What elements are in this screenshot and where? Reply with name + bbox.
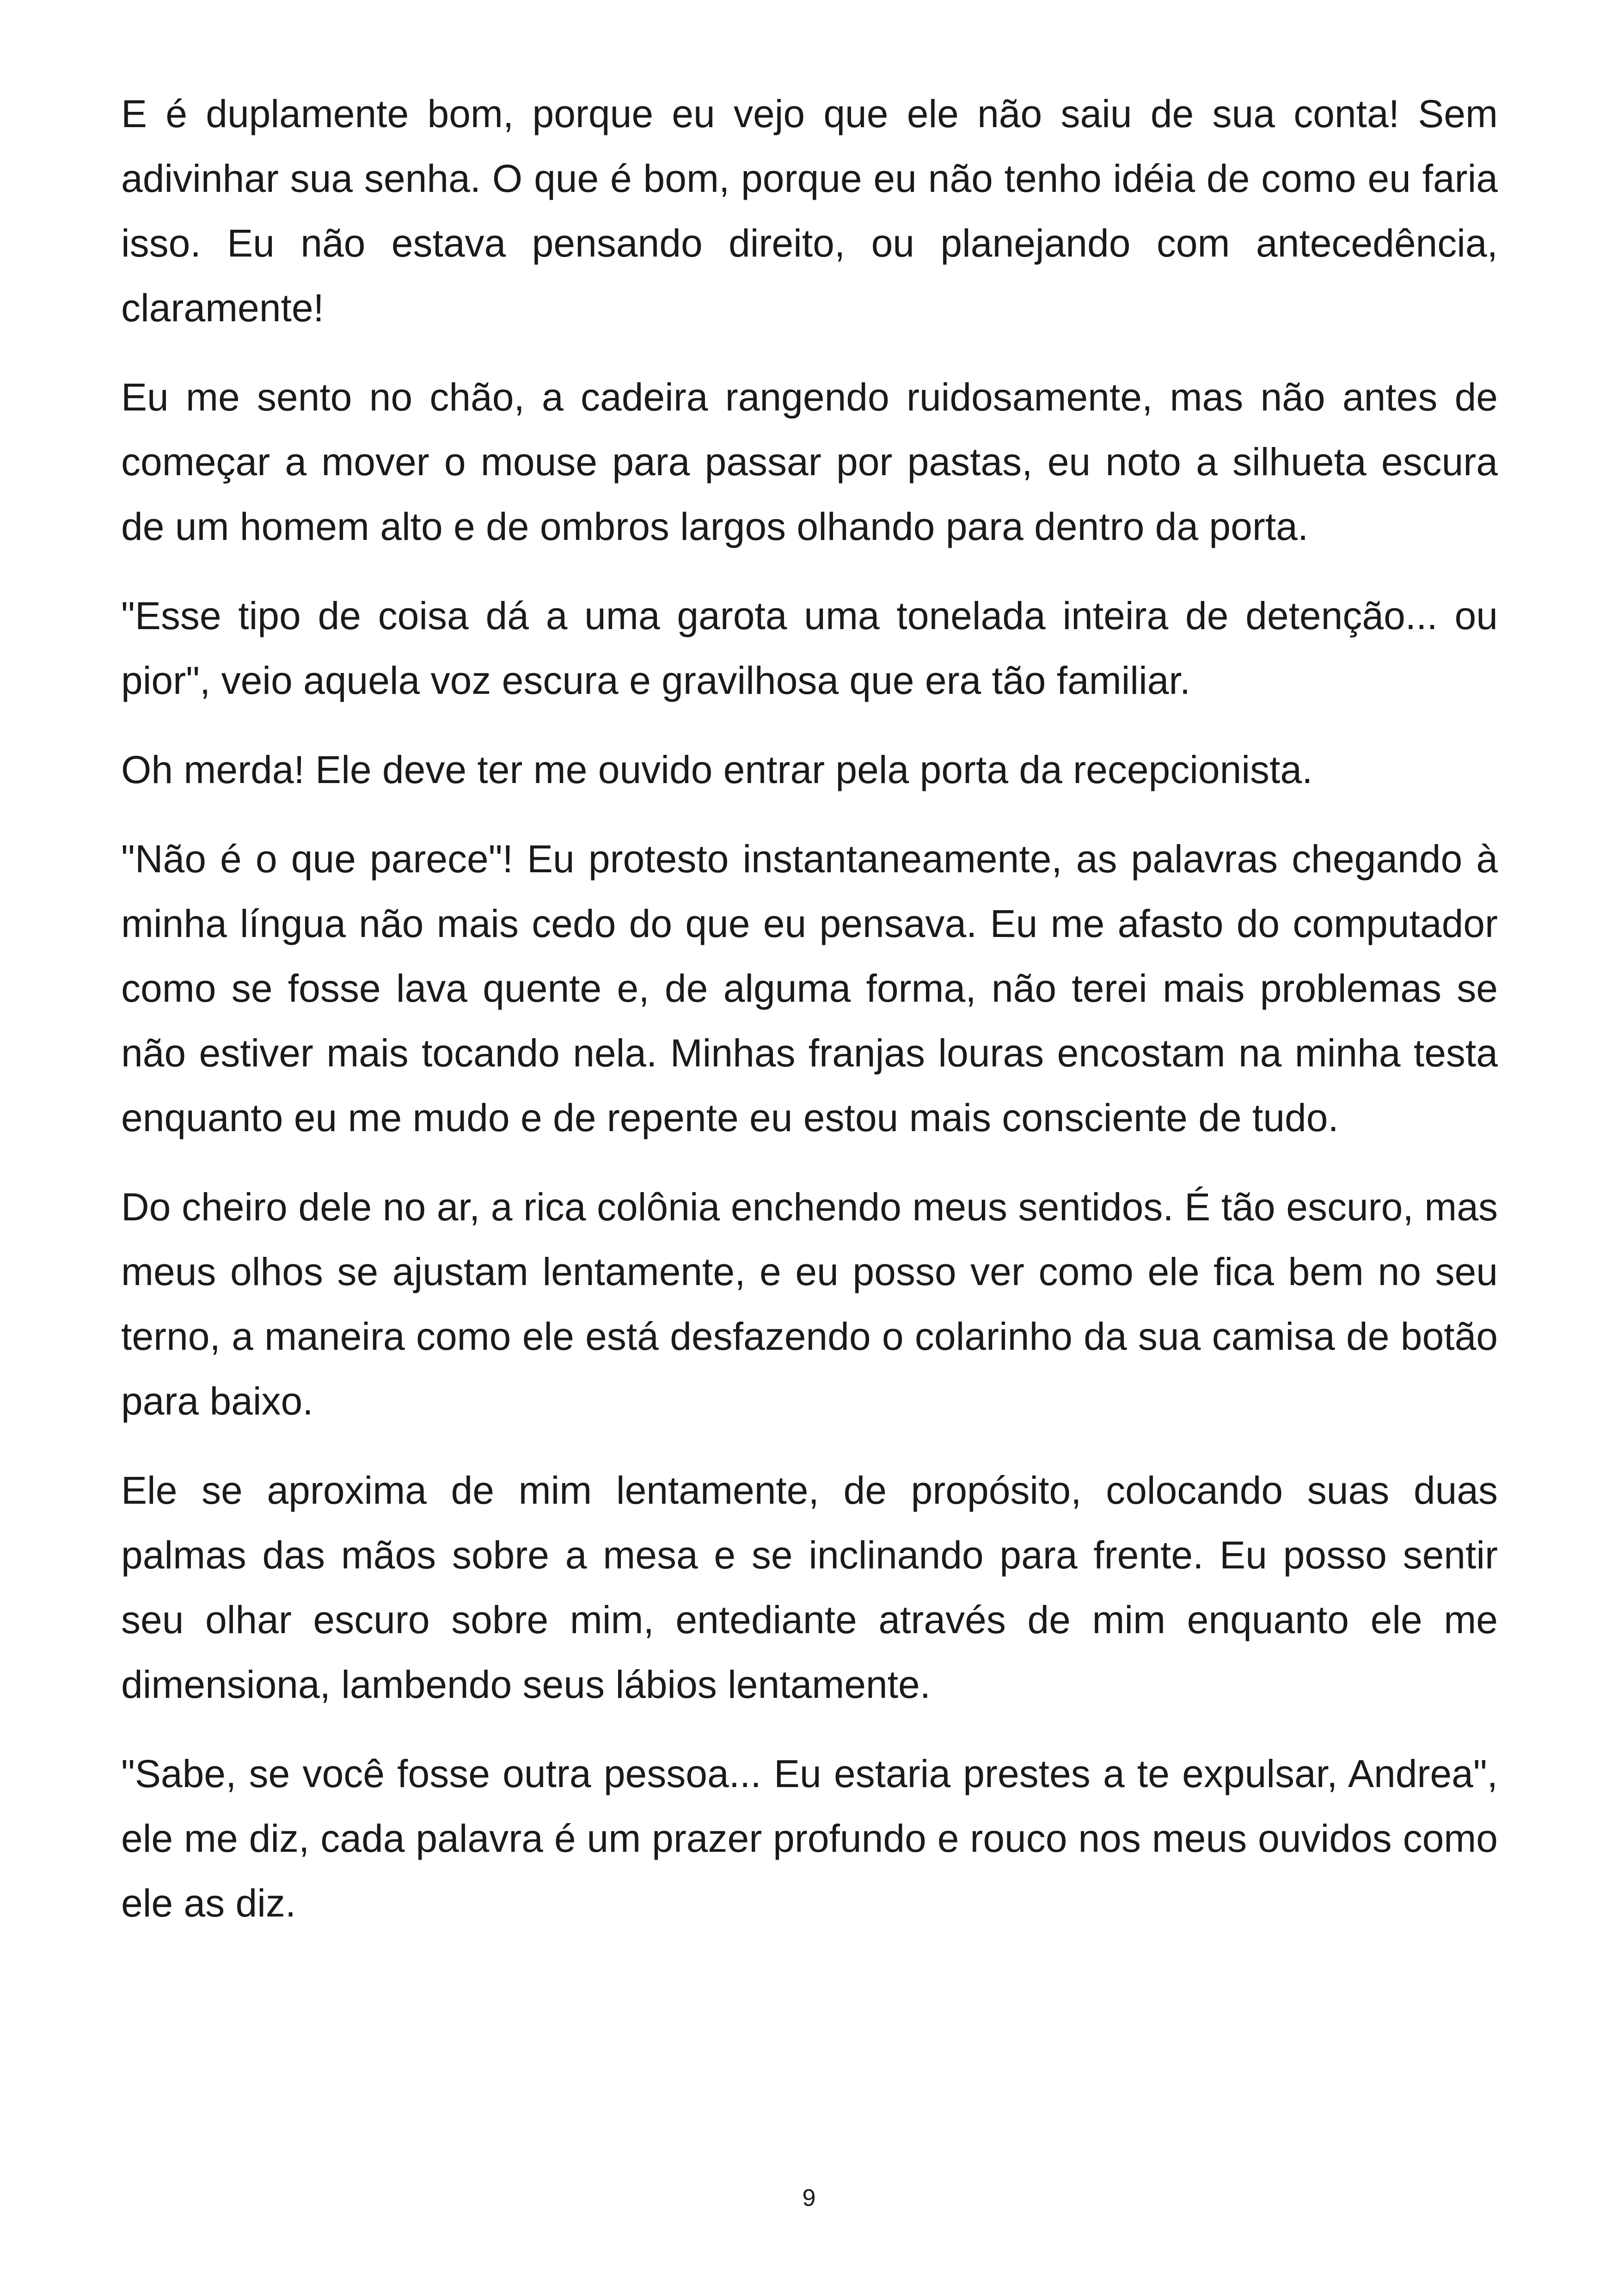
paragraph-3: "Esse tipo de coisa dá a uma garota uma tonelada inteira de detenção... ou pior", veio aquela voz escura e gravilhosa que era tão familiar. [121, 594, 1498, 702]
text-body [121, 81, 1498, 1960]
paragraph-6: Do cheiro dele no ar, a rica colônia enchendo meus sentidos. É tão escuro, mas meus olhos se ajustam lentamente, e eu posso ver como ele fica bem no seu terno, a maneira como ele está desfazendo o colarinho da sua camisa de botão para baixo. [121, 1185, 1498, 1423]
paragraph-4: Oh merda! Ele deve ter me ouvido entrar pela porta da recepcionista. [121, 748, 1313, 791]
paragraph-5: "Não é o que parece"! Eu protesto instantaneamente, as palavras chegando à minha língua não mais cedo do que eu pensava. Eu me afasto do computador como se fosse lava quente e, de alguma forma, não terei mais problemas se não estiver mais tocando nela. Minhas franjas louras encostam na minha testa enquanto eu me mudo e de repente eu estou mais consciente de tudo. [121, 837, 1498, 1139]
paragraph-7: Ele se aproxima de mim lentamente, de propósito, colocando suas duas palmas das mãos sobre a mesa e se inclinando para frente. Eu posso sentir seu olhar escuro sobre mim, entediante através de mim enquanto ele me dimensiona, lambendo seus lábios lentamente. [121, 1469, 1498, 1706]
paragraph-8: "Sabe, se você fosse outra pessoa... Eu estaria prestes a te expulsar, Andrea", ele me diz, cada palavra é um prazer profundo e rouco nos meus ouvidos como ele as diz. [121, 1752, 1498, 1925]
paragraph-1: E é duplamente bom, porque eu vejo que ele não saiu de sua conta! Sem adivinhar sua senha. O que é bom, porque eu não tenho idéia de como eu faria isso. Eu não estava pensando direito, ou planejando com antecedência, claramente! [121, 92, 1498, 330]
paragraph-2: Eu me sento no chão, a cadeira rangendo ruidosamente, mas não antes de começar a mover o mouse para passar por pastas, eu noto a silhueta escura de um homem alto e de ombros largos olhando para dentro da porta. [121, 375, 1498, 548]
page-number: 9 [802, 2185, 816, 2211]
